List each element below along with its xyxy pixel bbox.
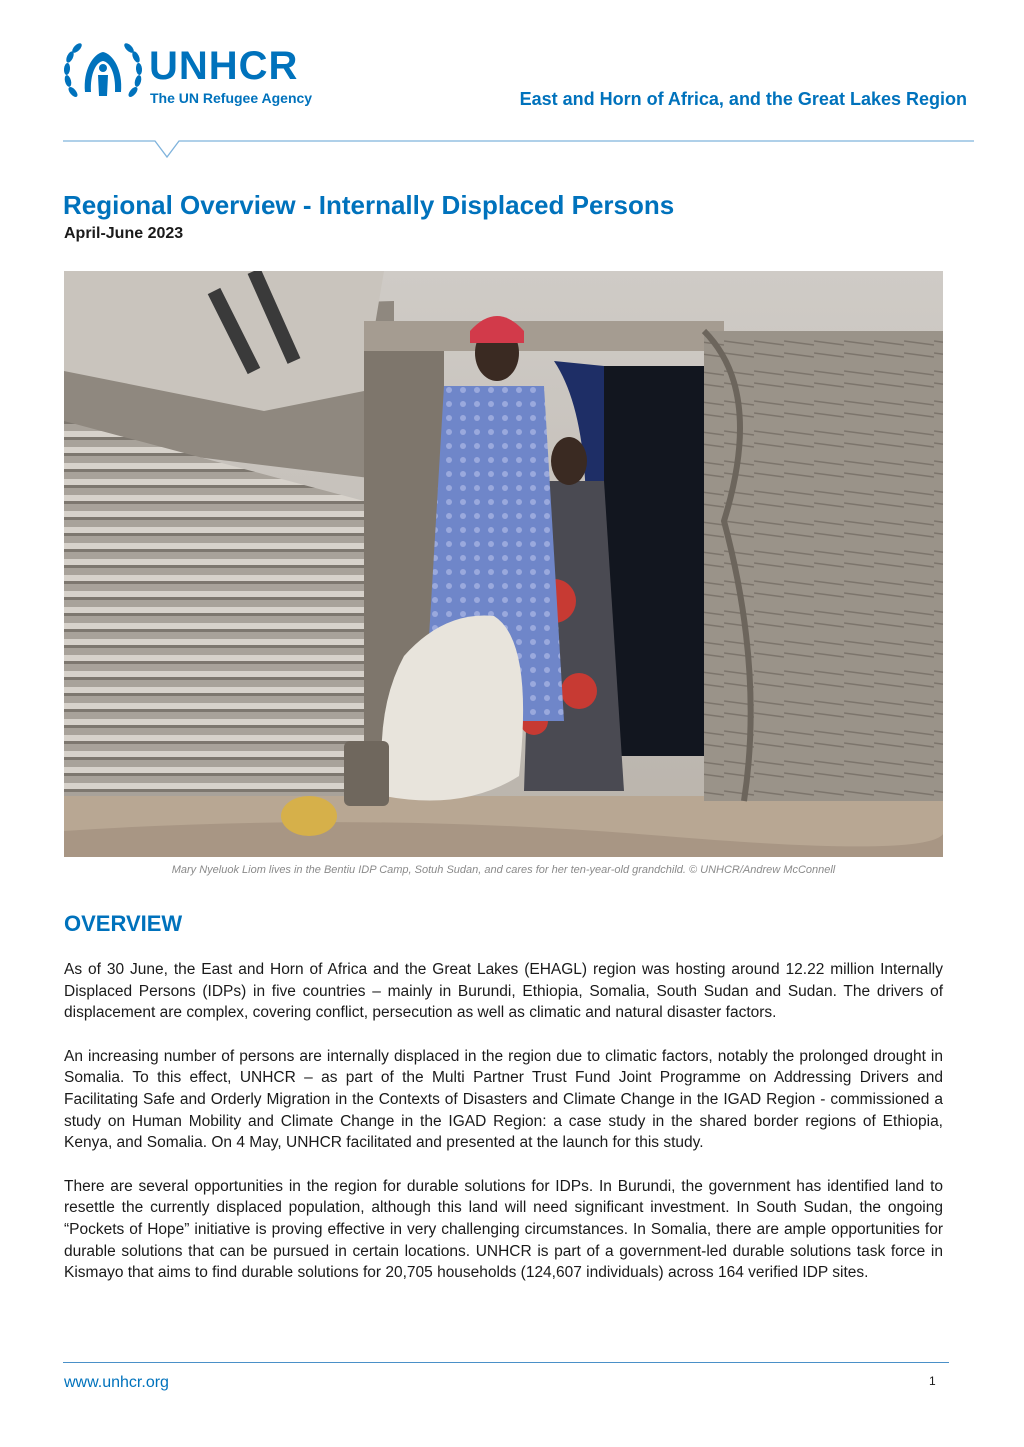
unhcr-logo[interactable]: [63, 40, 353, 110]
cover-photo: [64, 271, 943, 857]
page-number: 1: [929, 1374, 936, 1388]
page-title: Regional Overview - Internally Displaced Persons: [63, 190, 675, 220]
paragraph: As of 30 June, the East and Horn of Africa and the Great Lakes (EHAGL) region was hosting around 12.22 million Internally Displaced Persons (IDPs) in five countries – mainly in Burundi, Ethiopia, Somalia, South Sudan and Sudan. The drivers of displacement are complex, covering conflict, persecution as well as climatic and natural disaster factors.: [64, 961, 943, 1022]
header-divider: [63, 140, 974, 160]
photo-caption: Mary Nyeluok Liom lives in the Bentiu IDP Camp, Sotuh Sudan, and cares for her ten-year-old grandchild. © UNHCR/Andrew McConnell: [171, 864, 836, 876]
report-period: April-June 2023: [64, 225, 184, 242]
paragraph: There are several opportunities in the region for durable solutions for IDPs. In Burundi, the government has identified land to resettle the currently displaced population, although this land will need significant investment. In South Sudan, the ongoing “Pockets of Hope” initiative is proving effective in very challenging circumstances. In Somalia, there are ample opportunities for durable solutions that can be pursued in certain locations. UNHCR is part of a government-led durable solutions task force in Kismayo that aims to find durable solutions for 20,705 households (124,607 individuals) across 164 verified IDP sites.: [64, 1177, 943, 1282]
footer-divider: [63, 1362, 949, 1363]
overview-body: [64, 959, 943, 1306]
section-heading: OVERVIEW: [64, 911, 183, 936]
paragraph: An increasing number of persons are internally displaced in the region due to climatic factors, notably the prolonged drought in Somalia. To this effect, UNHCR – as part of the Multi Partner Trust Fund Joint Programme on Addressing Drivers and Facilitating Safe and Orderly Migration in the Contexts of Disasters and Climate Change in the IGAD Region - commissioned a study on Human Mobility and Climate Change in the IGAD Region: a case study in the shared border regions of Ethiopia, Kenya, and Somalia. On 4 May, UNHCR facilitated and presented at the launch for this study.: [64, 1047, 943, 1152]
logo-subtitle: The UN Refugee Agency: [150, 90, 313, 106]
logo-wordmark: UNHCR: [149, 44, 299, 88]
unhcr-laurel-icon: [63, 40, 143, 110]
region-name: East and Horn of Africa, and the Great Lakes Region: [519, 89, 967, 109]
footer-link[interactable]: www.unhcr.org: [64, 1374, 169, 1391]
